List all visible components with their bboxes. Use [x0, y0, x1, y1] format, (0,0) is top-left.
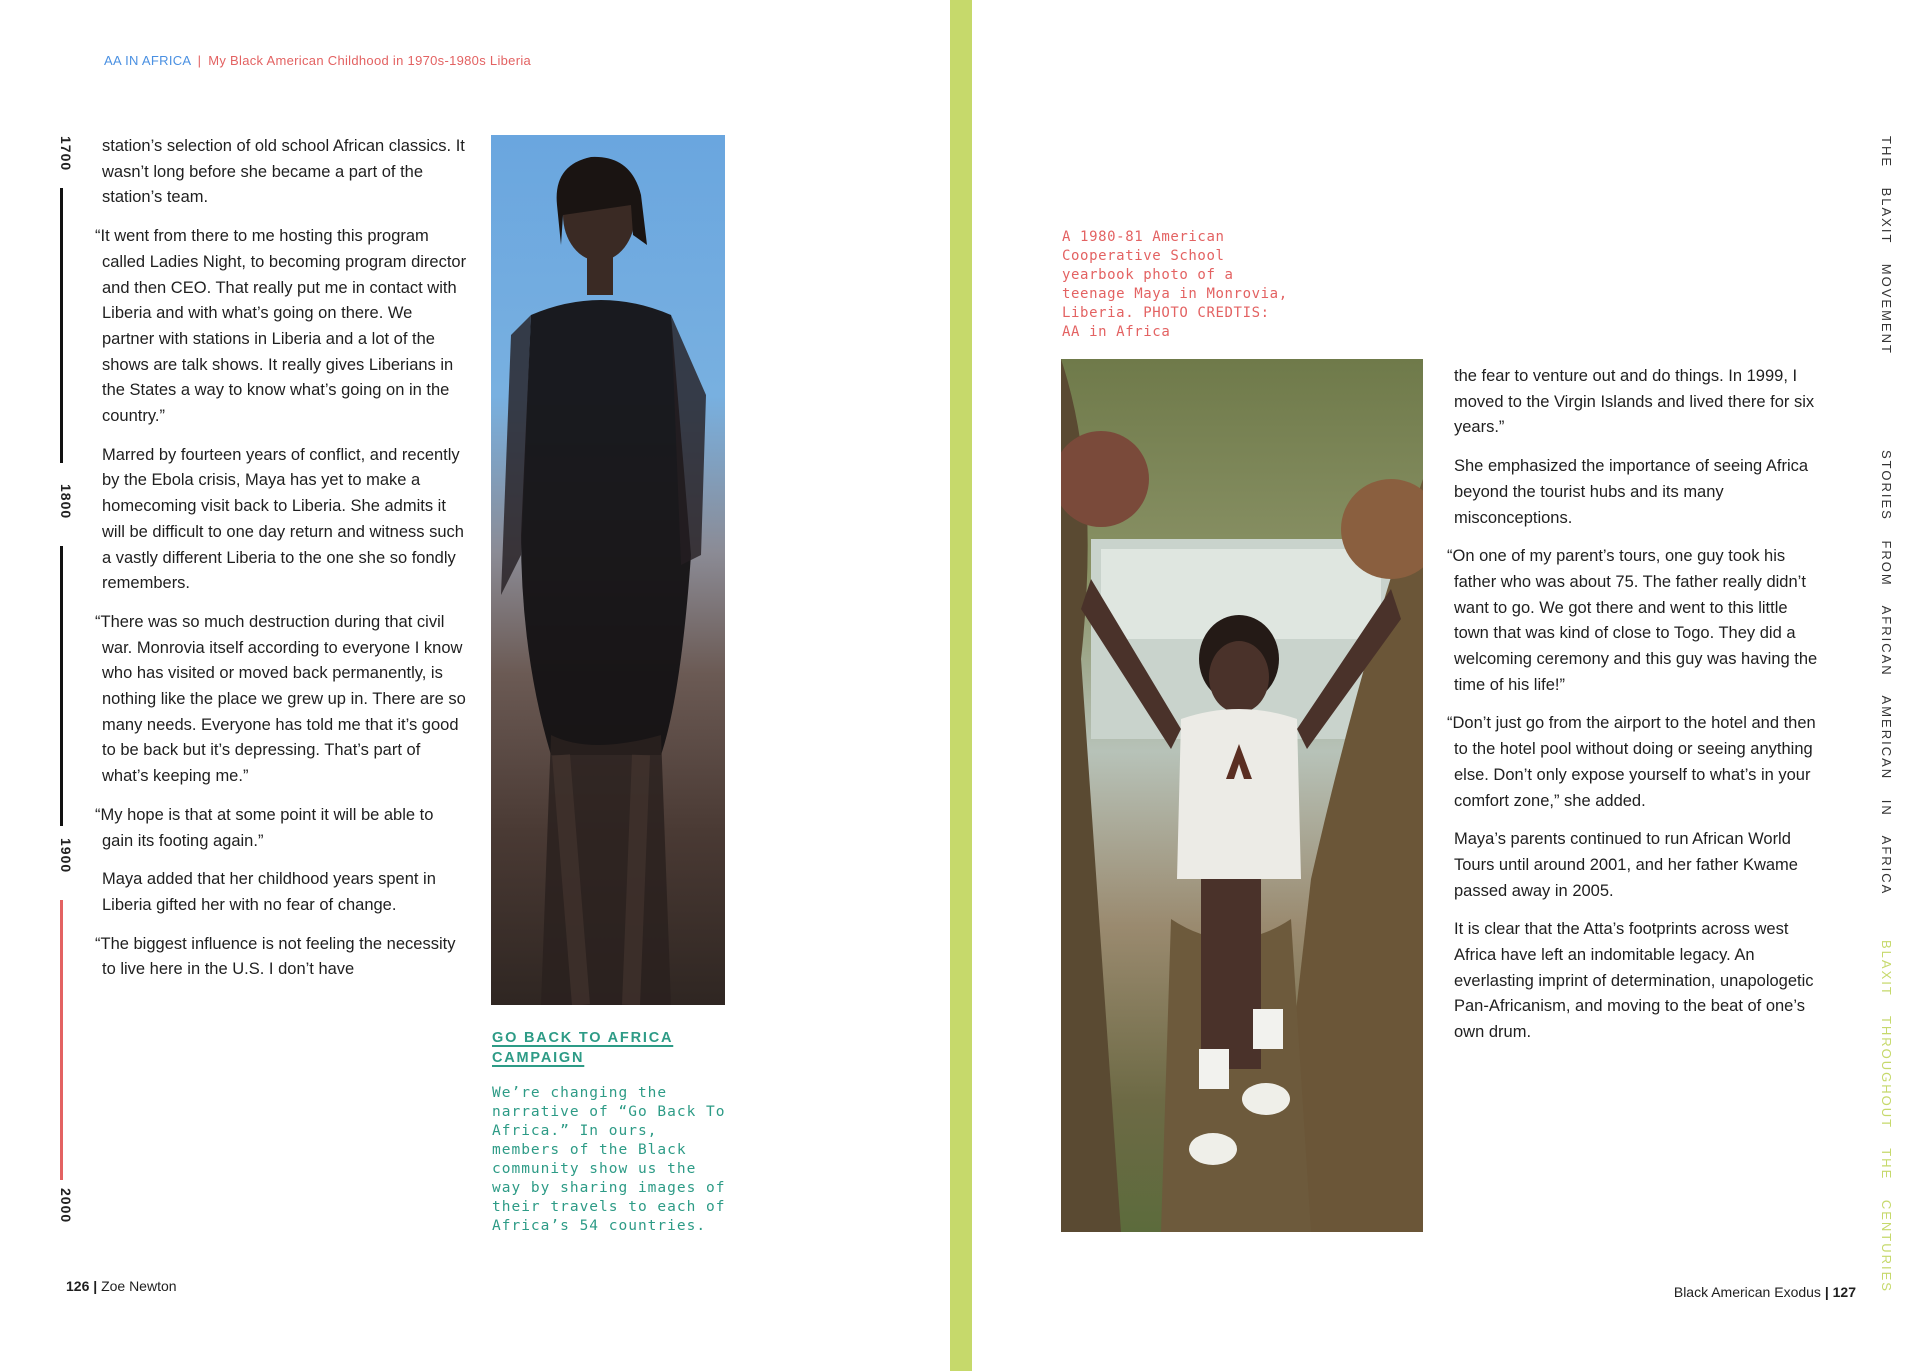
caption-text: We’re changing the narrative of “Go Back To Africa.” In ours, members of the Black community show us the way by sharing images of their travels to each of Africa’s 54 countries.	[492, 1085, 726, 1234]
timeline-label-1900: 1900	[58, 838, 74, 874]
side-nav-stories[interactable]: STORIES FROM AFRICAN AMERICAN IN AFRICA	[1879, 450, 1894, 896]
folio-separator: |	[1824, 1284, 1829, 1300]
folio-separator: |	[93, 1278, 98, 1294]
spine-band	[950, 0, 972, 1371]
timeline-label-1700: 1700	[58, 136, 74, 172]
running-head-section: AA IN AFRICA	[104, 53, 191, 68]
yearbook-illustration	[1061, 359, 1423, 1232]
left-page	[0, 0, 950, 1371]
paragraph: the fear to venture out and do things. In 1999, I moved to the Virgin Islands and lived there for six years.”	[1454, 367, 1815, 437]
caption-title: GO BACK TO AFRICA CAMPAIGN	[492, 1030, 674, 1066]
quote-paragraph: “There was so much destruction during that civil war. Monrovia itself according to everyone I know who has visited or moved back permanently, is nothing like the place we grew up in. There are so many needs. Everyone has told me that it’s good to be back but it’s depressing. That’s part of what’s keeping me.”	[95, 612, 466, 786]
folio-left	[66, 1278, 177, 1294]
side-nav-centuries[interactable]: BLAXIT THROUGHOUT THE CENTURIES	[1879, 940, 1894, 1293]
timeline-label-2000: 2000	[58, 1188, 74, 1224]
folio-right	[1674, 1284, 1856, 1300]
right-article-body	[1447, 364, 1824, 1059]
portrait-illustration	[491, 135, 725, 1005]
running-head	[104, 53, 531, 68]
timeline-segment	[60, 546, 63, 826]
left-article-body	[95, 134, 467, 996]
running-head-separator: |	[197, 53, 202, 68]
side-nav-blaxit-movement[interactable]: THE BLAXIT MOVEMENT	[1879, 136, 1894, 355]
portrait-photo	[491, 135, 725, 1005]
page-number: 126	[66, 1278, 90, 1294]
quote-paragraph: “On one of my parent’s tours, one guy took his father who was about 75. The father really didn’t want to go. We got there and went to this little town that was kind of close to Togo. They did a welcoming ceremony and this guy was having the time of his life!”	[1447, 547, 1818, 694]
paragraph: She emphasized the importance of seeing Africa beyond the tourist hubs and its many misconceptions.	[1454, 457, 1809, 527]
photo-credit: A 1980-81 American Cooperative School yearbook photo of a teenage Maya in Monrovia, Liberia. PHOTO CREDTIS: AA in Africa	[1062, 229, 1288, 340]
page-number: 127	[1832, 1284, 1856, 1300]
century-timeline	[48, 136, 76, 1236]
quote-paragraph: “My hope is that at some point it will be able to gain its footing again.”	[95, 805, 434, 850]
author-name: Zoe Newton	[101, 1278, 177, 1294]
quote-paragraph: “The biggest influence is not feeling the necessity to live here in the U.S. I don’t have	[95, 934, 456, 979]
publication-title: Black American Exodus	[1673, 1284, 1821, 1300]
running-head-title: My Black American Childhood in 1970s-1980s Liberia	[208, 53, 532, 68]
paragraph: Marred by fourteen years of conflict, and recently by the Ebola crisis, Maya has yet to make a homecoming visit back to Liberia. She admits it will be difficult to one day return and witness such a vastly different Liberia to the one she so fondly remembers.	[102, 445, 464, 593]
paragraph: Maya added that her childhood years spent in Liberia gifted her with no fear of change.	[102, 870, 436, 914]
timeline-segment	[60, 188, 63, 463]
timeline-segment-current	[60, 900, 63, 1180]
yearbook-photo	[1061, 359, 1423, 1232]
paragraph: It is clear that the Atta’s footprints across west Africa have left an indomitable legacy. An everlasting imprint of determination, unapologetic Pan-Africanism, and moving to the beat of one’s own drum.	[1454, 920, 1814, 1042]
timeline-label-1800: 1800	[58, 484, 74, 520]
paragraph: station’s selection of old school African classics. It wasn’t long before she became a part of the station’s team.	[102, 137, 465, 207]
quote-paragraph: “It went from there to me hosting this program called Ladies Night, to becoming program director and then CEO. That really put me in contact with Liberia and with what’s going on there. We partner with stations in Liberia and a lot of the shows are talk shows. It really gives Liberians in the States a way to know what’s going on in the country.”	[95, 227, 467, 426]
paragraph: Maya’s parents continued to run African World Tours until around 2001, and her father Kwame passed away in 2005.	[1454, 830, 1798, 900]
quote-paragraph: “Don’t just go from the airport to the hotel and then to the hotel pool without doing or seeing anything else. Don’t only expose yourself to what’s in your comfort zone,” she added.	[1447, 714, 1816, 810]
